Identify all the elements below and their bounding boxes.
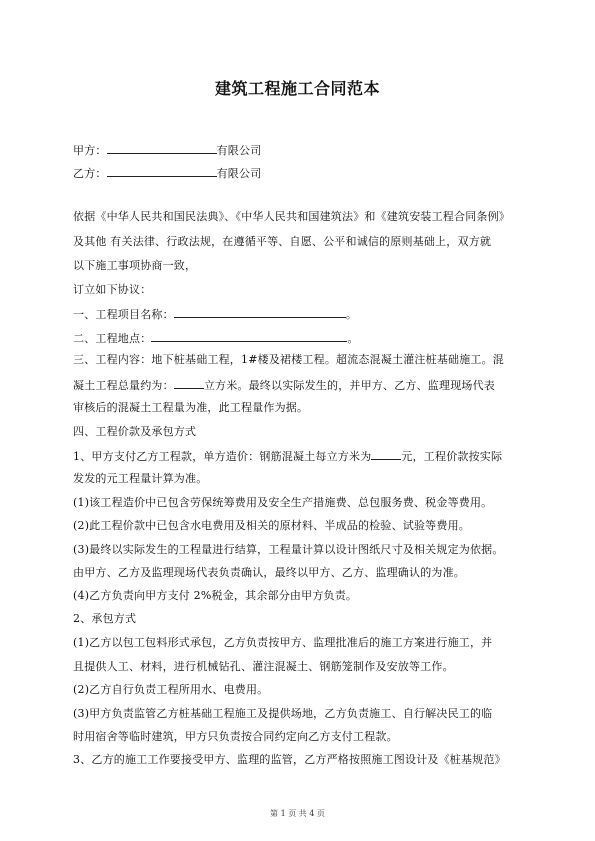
party-a-label: 甲方：: [73, 144, 107, 157]
item-4-p6: 3、乙方的施工工作要接受甲方、监理的监管，乙方严格按照施工图设计及《桩基规范》: [73, 753, 506, 766]
item-1-label: 一、工程项目名称：: [73, 308, 174, 321]
intro-line-2: 及其他 有关法律、行政法规，在遵循平等、自愿、公平和诚信的原则基础上，双方就: [73, 235, 492, 248]
party-b-label: 乙方：: [73, 167, 107, 180]
page-number: 第 1 页 共 4 页: [270, 809, 325, 818]
concrete-volume-blank[interactable]: [174, 377, 204, 389]
party-a-suffix: 有限公司: [216, 144, 262, 157]
party-b-suffix: 有限公司: [216, 167, 262, 180]
item-4-p4-line-2: 由甲方、乙方及监理现场代表负责确认，最终以甲方、乙方、监理确认的为准。: [73, 566, 465, 579]
item-4-p5: (4)乙方负责向甲方支付 2%税金，其余部分由甲方负责。: [73, 589, 358, 602]
party-b-line: [73, 165, 528, 179]
contract-method-c3: (3)甲方负责监管乙方桩基础工程施工及提供场地，乙方负责施工、自行解决民工的临: [73, 707, 493, 720]
document-title: 建筑工程施工合同范本: [214, 79, 380, 98]
item-3-line-2: 凝土工程总量约为： 立方米。最终以实际发生的，并甲方、乙方、监理现场代表: [73, 379, 496, 392]
intro-line-4: 订立如下协议：: [73, 283, 152, 296]
party-b-blank[interactable]: [107, 165, 217, 177]
intro-line-1: 依据《中华人民共和国民法典》、《中华人民共和国建筑法》和《建筑安装工程合同条例》: [73, 210, 510, 223]
contract-method-c2: (2)乙方自行负责工程所用水、电费用。: [73, 683, 269, 696]
item-2-line: 二、工程地点： 。: [73, 332, 359, 345]
item-4-p1: 1、甲方支付乙方工程款，单方造价：钢筋混凝土每立方米为 元，工程价款按实际: [73, 450, 503, 463]
item-3-line-3: 审核后的混凝土工程量为准，此工程量作为据。: [73, 401, 309, 414]
intro-line-3: 以下施工事项协商一致，: [73, 259, 197, 272]
item-4-heading: 四、工程价款及承包方式: [73, 425, 197, 438]
project-location-blank[interactable]: [151, 330, 347, 342]
contract-method-c3-line-2: 时用宿舍等临时建筑，甲方只负责按合同约定向乙方支付工程款。: [73, 730, 398, 743]
party-a-line: [73, 142, 528, 156]
item-4-p3: (2)此工程价款中已包含水电费用及相关的原材料、半成品的检验、试验等费用。: [73, 519, 470, 532]
contract-method-c1: (1)乙方以包工包料形式承包，乙方负责按甲方、监理批准后的施工方案进行施工，并: [73, 636, 493, 649]
item-4-p4: (3)最终以实际发生的工程量进行结算，工程量计算以设计图纸尺寸及相关规定为依据。: [73, 543, 504, 556]
item-4-p1-line-2: 发发的元工程量计算为准。: [73, 472, 208, 485]
item-1-line: 一、工程项目名称： 。: [73, 308, 358, 321]
project-name-blank[interactable]: [174, 306, 346, 318]
item-2-label: 二、工程地点：: [73, 332, 152, 345]
item-4-p2: (1)该工程造价中已包含劳保统筹费用及安全生产措施费、总包服务费、税金等费用。: [73, 496, 493, 509]
unit-price-blank[interactable]: [371, 448, 401, 460]
party-a-blank[interactable]: [107, 142, 217, 154]
contract-method-heading: 2、承包方式: [73, 612, 137, 625]
item-3-line-1: 三、工程内容：地下桩基础工程，1#楼及裙楼工程。超流态混凝土灌注桩基础施工。混: [73, 353, 505, 366]
contract-method-c1-line-2: 且提供人工、材料，进行机械钻孔、灌注混凝土、钢筋笼制作及安放等工作。: [73, 660, 454, 673]
